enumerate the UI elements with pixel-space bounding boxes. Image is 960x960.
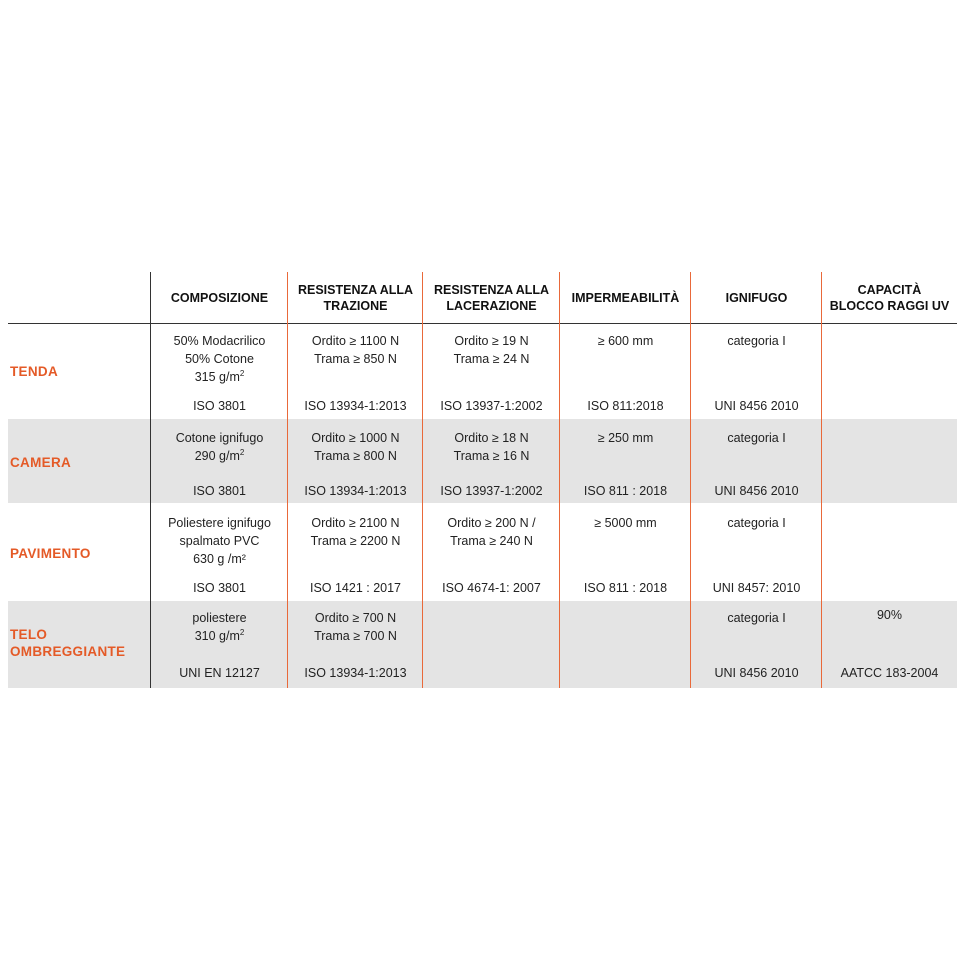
cell-values bbox=[151, 609, 288, 645]
value-line: Trama ≥ 24 N bbox=[453, 352, 530, 366]
cell-values bbox=[288, 514, 423, 550]
value-line: 50% Modacrilico bbox=[173, 334, 266, 348]
value-line: categoria I bbox=[727, 516, 786, 530]
standard-reference: UNI EN 12127 bbox=[179, 666, 260, 680]
column-header-2: RESISTENZA ALLA TRAZIONE bbox=[297, 282, 414, 313]
row-label-camera: CAMERA bbox=[10, 455, 72, 470]
weight-value: 290 g/m bbox=[194, 449, 240, 463]
cell-values bbox=[423, 429, 560, 465]
weight-exponent: 2 bbox=[239, 627, 245, 637]
cell-values bbox=[288, 609, 423, 645]
value-line: Ordito ≥ 700 N bbox=[314, 611, 397, 625]
standard-reference: UNI 8456 2010 bbox=[714, 666, 799, 680]
standard-reference: ISO 811:2018 bbox=[587, 399, 664, 413]
value-line: Trama ≥ 2200 N bbox=[310, 534, 401, 548]
value-line: spalmato PVC bbox=[179, 534, 260, 548]
value-line: Cotone ignifugo bbox=[175, 431, 264, 445]
cell-values bbox=[691, 514, 822, 532]
standard-reference: ISO 13937-1:2002 bbox=[440, 484, 543, 498]
standard-reference: UNI 8457: 2010 bbox=[712, 581, 801, 595]
standard-reference: ISO 3801 bbox=[193, 399, 246, 413]
value-line: Ordito ≥ 200 N / bbox=[447, 516, 536, 530]
cell-values bbox=[423, 332, 560, 368]
value-line: Trama ≥ 700 N bbox=[314, 629, 397, 643]
standard-reference: ISO 3801 bbox=[193, 581, 246, 595]
value-line: ≥ 600 mm bbox=[597, 334, 654, 348]
column-header-3: RESISTENZA ALLA LACERAZIONE bbox=[433, 282, 550, 313]
value-line: 50% Cotone bbox=[185, 352, 254, 366]
weight-exponent: 2 bbox=[239, 368, 245, 378]
cell-values bbox=[691, 332, 822, 350]
cell-values bbox=[691, 609, 822, 627]
value-line: ≥ 250 mm bbox=[597, 431, 654, 445]
weight-exponent: 2 bbox=[239, 447, 245, 457]
cell-values bbox=[151, 332, 288, 386]
row-label-pavimento: PAVIMENTO bbox=[10, 546, 91, 561]
value-line: Ordito ≥ 1000 N bbox=[311, 431, 400, 445]
value-line: 90% bbox=[876, 608, 903, 622]
column-header-4: IMPERMEABILITÀ bbox=[571, 290, 680, 305]
cell-values bbox=[288, 332, 423, 368]
value-line: Trama ≥ 800 N bbox=[314, 449, 397, 463]
cell-values bbox=[822, 606, 957, 624]
value-line: categoria I bbox=[727, 334, 786, 348]
standard-reference: ISO 1421 : 2017 bbox=[309, 581, 402, 595]
standard-reference: ISO 13937-1:2002 bbox=[440, 399, 543, 413]
value-line: Ordito ≥ 19 N bbox=[454, 334, 529, 348]
standard-reference: AATCC 183-2004 bbox=[840, 666, 939, 680]
row-label-tenda: TENDA bbox=[10, 364, 58, 379]
standard-reference: ISO 4674-1: 2007 bbox=[442, 581, 541, 595]
standard-reference: UNI 8456 2010 bbox=[714, 484, 799, 498]
spec-table bbox=[8, 272, 957, 688]
value-line: Trama ≥ 850 N bbox=[314, 352, 397, 366]
value-line: Trama ≥ 16 N bbox=[453, 449, 530, 463]
standard-reference: ISO 13934-1:2013 bbox=[304, 484, 407, 498]
weight-value: 315 g/m bbox=[194, 370, 240, 384]
weight-line bbox=[151, 627, 288, 645]
cell-values bbox=[288, 429, 423, 465]
weight-line bbox=[151, 447, 288, 465]
cell-values bbox=[151, 429, 288, 465]
cell-values bbox=[560, 429, 691, 447]
row-label-telo-ombreggiante: TELO OMBREGGIANTE bbox=[10, 627, 126, 659]
value-line: 630 g /m² bbox=[193, 552, 246, 566]
value-line: Trama ≥ 240 N bbox=[450, 534, 533, 548]
cell-values bbox=[560, 332, 691, 350]
standard-reference: ISO 13934-1:2013 bbox=[304, 399, 407, 413]
standard-reference: UNI 8456 2010 bbox=[714, 399, 799, 413]
column-header-6: CAPACITÀ BLOCCO RAGGI UV bbox=[829, 282, 950, 313]
standard-reference: ISO 3801 bbox=[193, 484, 246, 498]
value-line: Ordito ≥ 1100 N bbox=[311, 334, 400, 348]
standard-reference: ISO 811 : 2018 bbox=[583, 484, 668, 498]
cell-values bbox=[691, 429, 822, 447]
value-line: categoria I bbox=[727, 611, 786, 625]
value-line: poliestere bbox=[192, 611, 247, 625]
value-line: Poliestere ignifugo bbox=[168, 516, 271, 530]
cell-values bbox=[423, 514, 560, 550]
weight-line bbox=[151, 368, 288, 386]
standard-reference: ISO 13934-1:2013 bbox=[304, 666, 407, 680]
column-header-1: COMPOSIZIONE bbox=[170, 290, 269, 305]
standard-reference: ISO 811 : 2018 bbox=[583, 581, 668, 595]
value-line: ≥ 5000 mm bbox=[594, 516, 657, 530]
column-header-5: IGNIFUGO bbox=[725, 290, 788, 305]
weight-value: 310 g/m bbox=[194, 629, 240, 643]
value-line: Ordito ≥ 18 N bbox=[454, 431, 529, 445]
cell-values bbox=[151, 514, 288, 568]
value-line: Ordito ≥ 2100 N bbox=[311, 516, 400, 530]
cell-values bbox=[560, 514, 691, 532]
value-line: categoria I bbox=[727, 431, 786, 445]
